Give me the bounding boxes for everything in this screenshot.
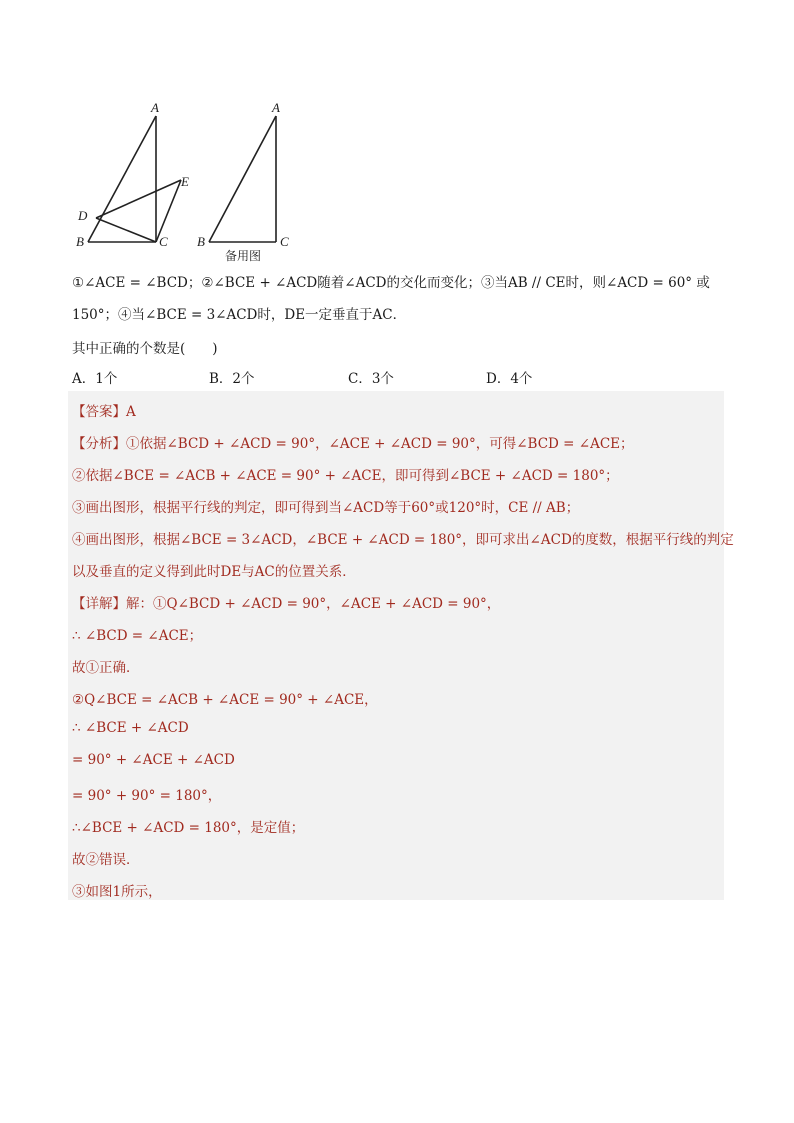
analysis-line-3: ③画出图形，根据平行线的判定，即可得到当∠ACD等于60°或120°时，CE // AB； (72, 500, 580, 516)
choice-b[interactable]: B．2个 (209, 371, 255, 387)
detail-line-9: 故②错误． (72, 852, 140, 868)
analysis-line-1: 【分析】①依据∠BCD + ∠ACD = 90°，∠ACE + ∠ACD = 90°，可得∠BCD = ∠ACE； (72, 436, 634, 452)
geometry-figure (70, 96, 330, 264)
analysis-line-4: ④画出图形，根据∠BCE = 3∠ACD，∠BCE + ∠ACD = 180°，即可求出∠ACD的度数，根据平行线的判定 (72, 532, 734, 548)
detail-line-5: ∴ ∠BCE + ∠ACD (72, 720, 189, 736)
detail-line-10: ③如图1所示， (72, 884, 162, 900)
detail-line-6: = 90° + ∠ACE + ∠ACD (72, 752, 235, 768)
spare-label-c: C (280, 234, 289, 249)
segment-ab (88, 116, 156, 242)
answer-explanation (68, 391, 734, 900)
choice-a[interactable]: A．1个 (72, 371, 118, 387)
label-e: E (181, 174, 189, 189)
label-d: D (78, 208, 88, 223)
spare-label-b: B (197, 234, 205, 249)
spare-segment-ab (209, 116, 276, 242)
choice-c[interactable]: C．3个 (348, 371, 394, 387)
label-a: A (151, 100, 159, 115)
detail-line-4: ②Q∠BCE = ∠ACB + ∠ACE = 90° + ∠ACE， (72, 692, 378, 708)
question-line-3: 其中正确的个数是( ) (72, 341, 218, 357)
answer-line: 【答案】A (72, 404, 136, 420)
analysis-line-5: 以及垂直的定义得到此时DE与AC的位置关系． (72, 564, 356, 580)
detail-line-1: 【详解】解：①Q∠BCD + ∠ACD = 90°，∠ACE + ∠ACD = 90°， (72, 596, 501, 612)
spare-label-a: A (272, 100, 280, 115)
label-b: B (76, 234, 84, 249)
question-line-1: ①∠ACE = ∠BCD；②∠BCE + ∠ACD随着∠ACD的交化而变化；③当AB // CE时，则∠ACD = 60° 或 (72, 275, 710, 291)
choice-d[interactable]: D．4个 (486, 371, 533, 387)
triangle-diagrams (70, 96, 330, 264)
label-c: C (159, 234, 168, 249)
detail-line-2: ∴ ∠BCD = ∠ACE； (72, 628, 203, 644)
segment-dc (96, 218, 156, 242)
analysis-line-2: ②依据∠BCE = ∠ACB + ∠ACE = 90° + ∠ACE，即可得到∠BCE + ∠ACD = 180°； (72, 468, 619, 484)
detail-line-7: = 90° + 90° = 180°， (72, 788, 222, 804)
question-line-2: 150°；④当∠BCE = 3∠ACD时，DE一定垂直于AC． (72, 307, 407, 323)
detail-line-3: 故①正确． (72, 660, 140, 676)
spare-caption: 备用图 (225, 249, 262, 263)
detail-line-8: ∴∠BCE + ∠ACD = 180°，是定值； (72, 820, 305, 836)
